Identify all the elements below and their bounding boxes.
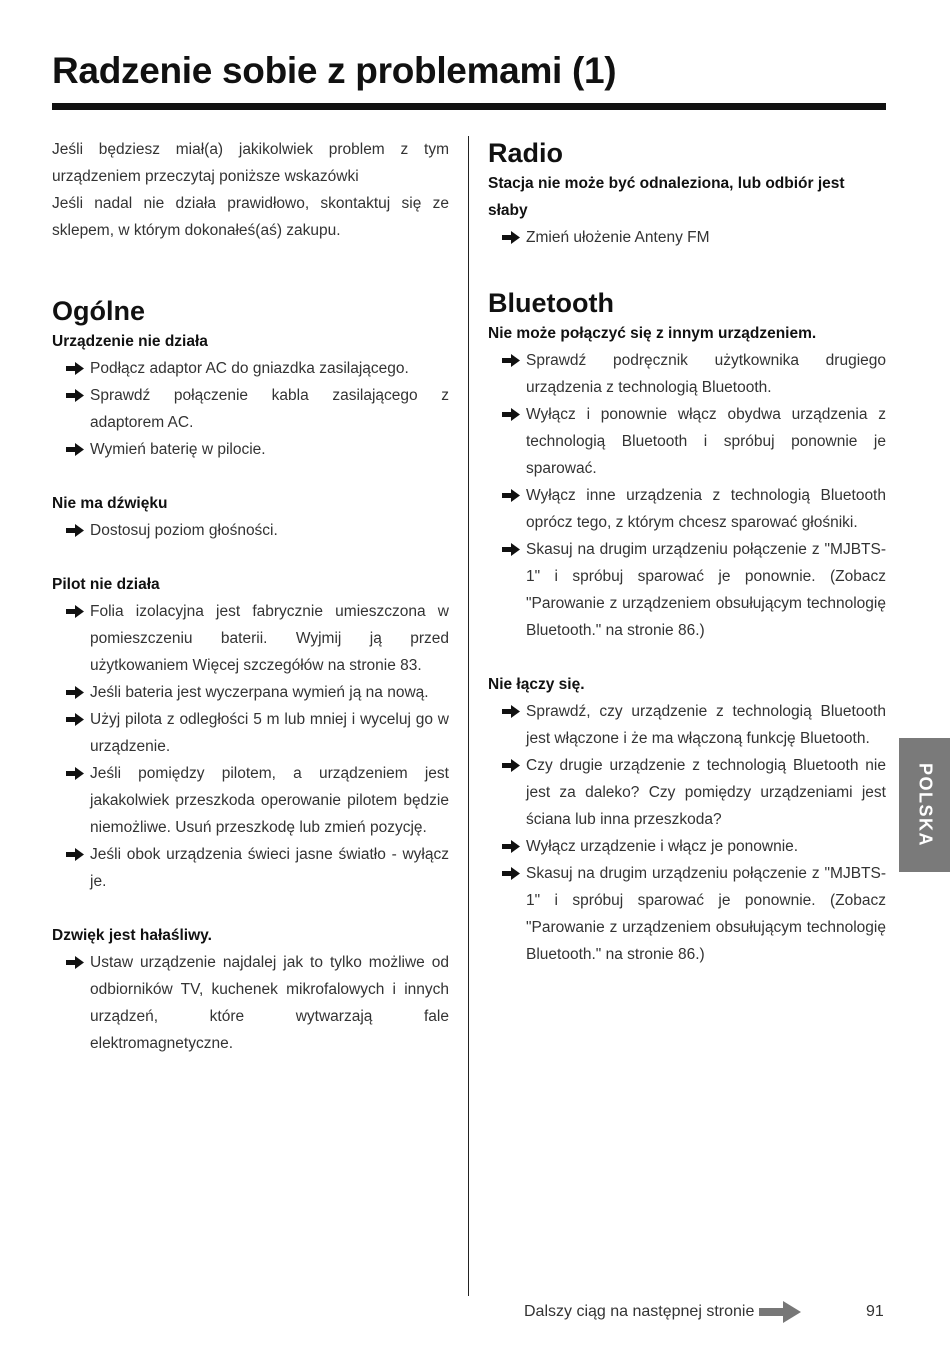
section-heading-radio: Radio: [488, 138, 564, 168]
arrow-right-icon: [66, 956, 84, 969]
solution-item: Dostosuj poziom głośności.: [52, 517, 449, 544]
section-heading-general: Ogólne: [52, 296, 145, 326]
problem-title: Nie ma dźwięku: [52, 495, 168, 512]
solution-list: [52, 355, 449, 463]
section-heading-bluetooth: Bluetooth: [488, 288, 614, 318]
language-tab-label: POLSKA: [915, 762, 935, 848]
arrow-right-icon: [66, 605, 84, 618]
problem-title: Urządzenie nie działa: [52, 333, 208, 350]
solution-item: Folia izolacyjna jest fabrycznie umieszczona w pomieszczeniu baterii. Wyjmij ją przed użytkowaniem Więcej szczegółów na stronie 83.: [52, 598, 449, 679]
arrow-right-icon: [66, 848, 84, 861]
arrow-right-icon: [66, 362, 84, 375]
solution-item: Zmień ułożenie Anteny FM: [488, 224, 886, 251]
column-divider: [468, 136, 469, 1296]
page-title: Radzenie sobie z problemami (1): [52, 50, 617, 91]
intro-paragraph: Jeśli nadal nie działa prawidłowo, skontaktuj się ze sklepem, w którym dokonałeś(aś) zakupu.: [52, 195, 449, 239]
arrow-right-icon: [502, 354, 520, 367]
solution-list: [488, 224, 886, 251]
arrow-right-icon: [502, 231, 520, 244]
problem-title: Stacja nie może być odnaleziona, lub odbiór jest słaby: [488, 175, 845, 219]
language-tab: [899, 738, 950, 872]
intro-text: [52, 136, 449, 244]
solution-item: Sprawdź połączenie kabla zasilającego z adaptorem AC.: [52, 382, 449, 436]
solution-list: [488, 698, 886, 968]
arrow-right-icon: [66, 767, 84, 780]
solution-list: [488, 347, 886, 644]
solution-item: Jeśli obok urządzenia świeci jasne światło - wyłącz je.: [52, 841, 449, 895]
solution-item: Wyłącz i ponownie włącz obydwa urządzenia z technologią Bluetooth i spróbuj ponownie je sparować.: [488, 401, 886, 482]
arrow-right-icon: [502, 705, 520, 718]
solution-item: Podłącz adaptor AC do gniazdka zasilającego.: [52, 355, 449, 382]
solution-item: Wyłącz inne urządzenia z technologią Bluetooth oprócz tego, z którym chcesz sparować głośniki.: [488, 482, 886, 536]
arrow-right-icon: [66, 713, 84, 726]
arrow-right-icon: [66, 524, 84, 537]
problem-title: Pilot nie działa: [52, 576, 160, 593]
continue-note: Dalszy ciąg na następnej stronie: [524, 1303, 755, 1320]
solution-list: [52, 949, 449, 1057]
arrow-right-icon: [502, 840, 520, 853]
solution-item: Skasuj na drugim urządzeniu połączenie z "MJBTS-1" i spróbuj sparować je ponownie. (Zobacz "Parowanie z urządzeniem obsułującym technologię Bluetooth." na stronie 86.): [488, 860, 886, 968]
solution-list: [52, 598, 449, 895]
problem-title: Dzwięk jest hałaśliwy.: [52, 927, 212, 944]
intro-paragraph: Jeśli będziesz miał(a) jakikolwiek problem z tym urządzeniem przeczytaj poniższe wskazówki: [52, 141, 449, 185]
title-rule: [52, 103, 886, 110]
solution-item: Użyj pilota z odległości 5 m lub mniej i wyceluj go w urządzenie.: [52, 706, 449, 760]
solution-item: Skasuj na drugim urządzeniu połączenie z "MJBTS-1" i spróbuj sparować je ponownie. (Zobacz "Parowanie z urządzeniem obsułującym technologię Bluetooth." na stronie 86.): [488, 536, 886, 644]
solution-item: Ustaw urządzenie najdalej jak to tylko możliwe od odbiorników TV, kuchenek mikrofalowych i innych urządzeń, które wytwarzają fale elektromagnetyczne.: [52, 949, 449, 1057]
solution-item: Jeśli pomiędzy pilotem, a urządzeniem jest jakakolwiek przeszkoda operowanie pilotem będzie niemożliwe. Usuń przeszkodę lub zmień pozycję.: [52, 760, 449, 841]
right-column: [488, 136, 886, 968]
solution-item: Sprawdź podręcznik użytkownika drugiego urządzenia z technologią Bluetooth.: [488, 347, 886, 401]
solution-list: [52, 517, 449, 544]
arrow-right-icon: [502, 489, 520, 502]
solution-item: Czy drugie urządzenie z technologią Bluetooth nie jest za daleko? Czy pomiędzy urządzeniami jest ściana lub inna przeszkoda?: [488, 752, 886, 833]
arrow-right-icon: [502, 867, 520, 880]
left-column: [52, 136, 449, 1057]
arrow-right-icon: [759, 1301, 801, 1323]
solution-item: Jeśli bateria jest wyczerpana wymień ją na nową.: [52, 679, 449, 706]
arrow-right-icon: [502, 408, 520, 421]
arrow-right-icon: [66, 686, 84, 699]
problem-title: Nie łączy się.: [488, 676, 585, 693]
problem-title: Nie może połączyć się z innym urządzeniem.: [488, 325, 817, 342]
arrow-right-icon: [66, 443, 84, 456]
arrow-right-icon: [66, 389, 84, 402]
arrow-right-icon: [502, 543, 520, 556]
arrow-right-icon: [502, 759, 520, 772]
page-number: 91: [866, 1303, 884, 1320]
solution-item: Sprawdź, czy urządzenie z technologią Bluetooth jest włączone i że ma włączoną funkcję Bluetooth.: [488, 698, 886, 752]
solution-item: Wymień baterię w pilocie.: [52, 436, 449, 463]
solution-item: Wyłącz urządzenie i włącz je ponownie.: [488, 833, 886, 860]
